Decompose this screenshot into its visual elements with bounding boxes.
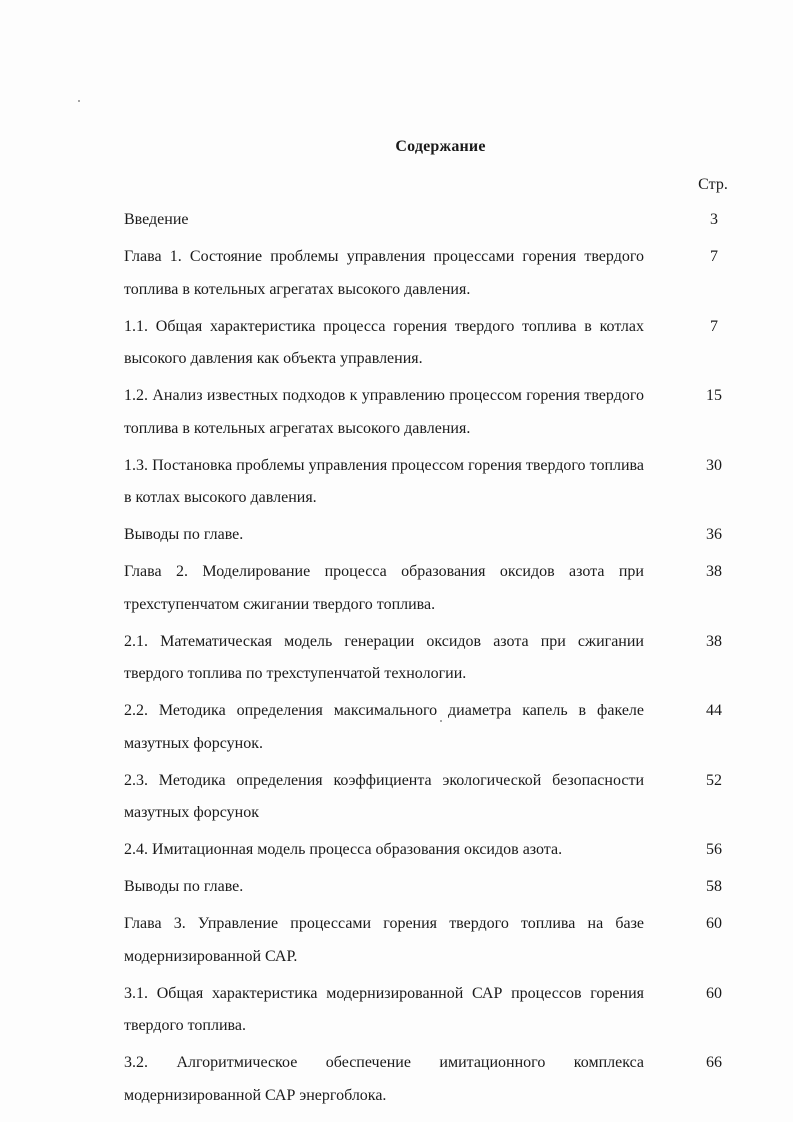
toc-entry-page-number: 66 <box>706 1054 722 1071</box>
toc-entry-page-number: 38 <box>706 563 722 580</box>
page-column-label: Стр. <box>698 176 728 193</box>
toc-entry <box>124 241 744 306</box>
toc-entry <box>124 204 744 237</box>
toc-entry-page-number: 38 <box>706 632 722 650</box>
toc-entry-title: 1.2. Анализ известных подходов к управлению процессом горения твердого топлива в котельных агрегатах высокого давления. <box>124 387 644 437</box>
toc-entry-page-number: 60 <box>706 915 722 932</box>
toc-entry <box>124 1047 744 1112</box>
toc-entry-page-number: 36 <box>706 526 722 543</box>
toc-entry-title: 2.2. Методика определения максимального диаметра капель в факеле мазутных форсунок. <box>124 702 644 752</box>
table-of-contents <box>124 204 744 1117</box>
toc-entry-title: 3.2. Алгоритмическое обеспечение имитационного комплекса модернизированной САР энергоблока. <box>124 1054 644 1104</box>
toc-heading: Содержание <box>395 138 486 155</box>
toc-entry <box>124 908 744 973</box>
toc-entry <box>124 556 744 621</box>
toc-entry-page-number: 30 <box>706 456 722 474</box>
toc-entry-page-number: 7 <box>710 248 718 265</box>
toc-entry-title: Введение <box>124 211 189 228</box>
toc-entry-title: Глава 1. Состояние проблемы управления процессами горения твердого топлива в котельных агрегатах высокого давления. <box>124 248 644 298</box>
toc-entry-page-number: 7 <box>710 317 718 335</box>
toc-entry <box>124 834 744 867</box>
toc-entry-page-number: 60 <box>706 984 722 1002</box>
toc-entry-title: 2.3. Методика определения коэффициента экологической безопасности мазутных форсунок <box>124 771 644 821</box>
toc-entry <box>124 695 744 760</box>
toc-entry-page-number: 52 <box>706 771 722 789</box>
scan-speck <box>78 100 80 102</box>
toc-entry-page-number: 44 <box>706 702 722 719</box>
toc-entry-page-number: 3 <box>710 211 718 228</box>
toc-entry <box>124 626 744 691</box>
toc-entry-title: Глава 2. Моделирование процесса образования оксидов азота при трехступенчатом сжигании твердого топлива. <box>124 563 644 613</box>
toc-entry <box>124 871 744 904</box>
toc-entry-title: 2.4. Имитационная модель процесса образования оксидов азота. <box>124 841 563 858</box>
toc-entry-title: Выводы по главе. <box>124 526 244 543</box>
toc-entry-page-number: 56 <box>706 841 722 858</box>
toc-entry <box>124 380 744 445</box>
toc-entry-title: 2.1. Математическая модель генерации оксидов азота при сжигании твердого топлива по трехступенчатой технологии. <box>124 632 644 682</box>
toc-entry-title: 1.3. Постановка проблемы управления процессом горения твердого топлива в котлах высокого давления. <box>124 456 644 506</box>
toc-entry-title: Выводы по главе. <box>124 878 244 895</box>
toc-entry-title: Глава 3. Управление процессами горения твердого топлива на базе модернизированной САР. <box>124 915 644 965</box>
toc-entry-page-number: 15 <box>706 387 722 404</box>
toc-entry-page-number: 58 <box>706 878 722 895</box>
toc-entry-title: 3.1. Общая характеристика модернизированной САР процессов горения твердого топлива. <box>124 984 644 1034</box>
toc-entry <box>124 450 744 515</box>
toc-entry <box>124 519 744 552</box>
toc-entry <box>124 765 744 830</box>
toc-entry <box>124 978 744 1043</box>
toc-entry-title: 1.1. Общая характеристика процесса горения твердого топлива в котлах высокого давления как объекта управления. <box>124 317 644 367</box>
toc-entry <box>124 311 744 376</box>
